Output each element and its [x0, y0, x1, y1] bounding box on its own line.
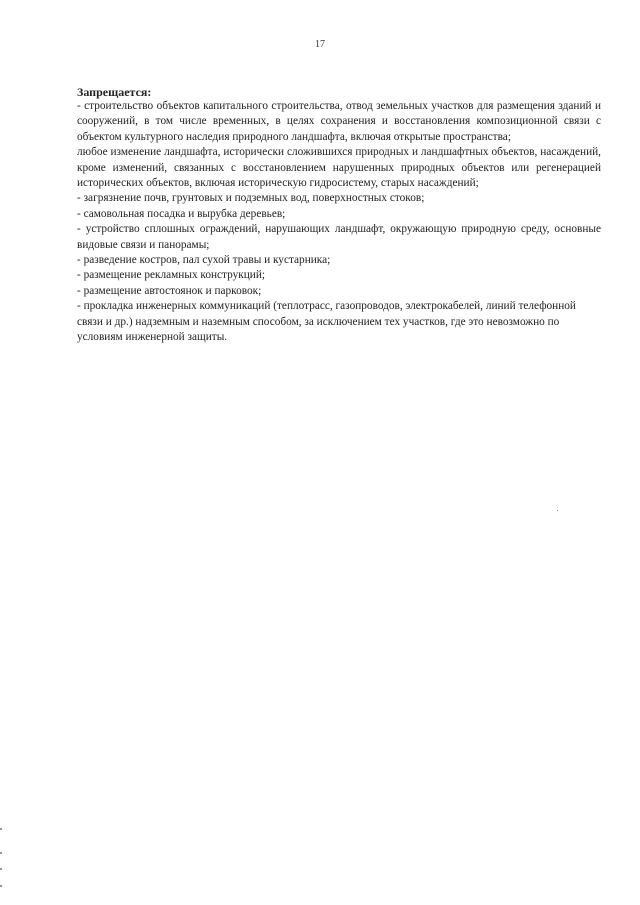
- list-item: любое изменение ландшафта, исторически сложившихся природных и ландшафтных объектов, насаждений, кроме изменений, связанных с восстановлением нарушенных природных объектов или регенерацией исторических объектов, включая историческую гидросистему, старых насаждений;: [77, 146, 601, 190]
- page-number: 17: [315, 39, 325, 50]
- scan-edge-mark: [0, 828, 2, 830]
- list-item: - самовольная посадка и вырубка деревьев;: [77, 207, 286, 220]
- section-heading: Запрещается:: [77, 85, 152, 99]
- scan-edge-mark: [0, 852, 2, 854]
- list-item: - загрязнение почв, грунтовых и подземных вод, поверхностных стоков;: [77, 192, 425, 205]
- document-body: [77, 85, 601, 346]
- list-item: - прокладка инженерных коммуникаций (теплотрасс, газопроводов, электрокабелей, линий телефонной связи и др.) надземным и наземным способом, за исключением тех участков, где это невозможно по условиям инженерной защиты.: [77, 300, 576, 344]
- list-item: - устройство сплошных ограждений, нарушающих ландшафт, окружающую природную среду, основные видовые связи и панорамы;: [77, 223, 601, 251]
- list-item: - размещение автостоянок и парковок;: [77, 284, 262, 297]
- scan-speck: [557, 510, 558, 511]
- scan-edge-mark: [0, 885, 2, 887]
- list-item: - строительство объектов капитального строительства, отвод земельных участков для размещения зданий и сооружений, в том числе временных, в целях сохранения и восстановления композиционной связи с объектом культурного наследия природного ландшафта, включая открытые пространства;: [77, 100, 601, 143]
- scan-edge-mark: [0, 868, 2, 870]
- list-item: - разведение костров, пал сухой травы и кустарника;: [77, 254, 331, 267]
- list-item: - размещение рекламных конструкций;: [77, 269, 266, 282]
